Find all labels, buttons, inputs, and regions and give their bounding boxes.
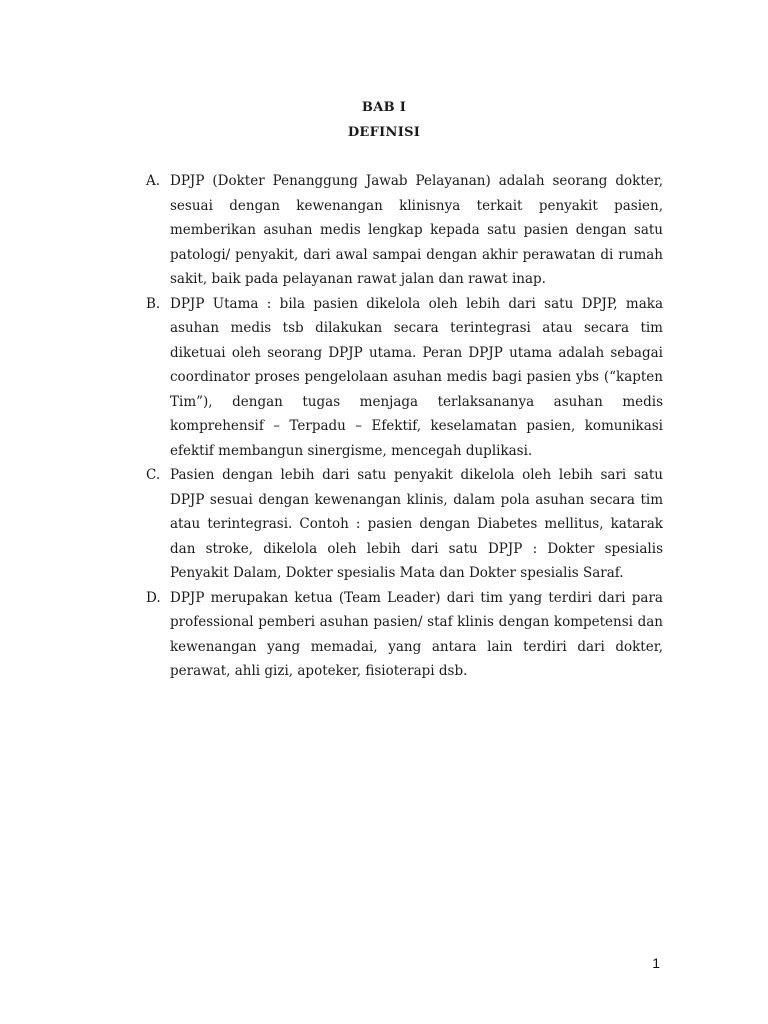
- page-number: 1: [652, 955, 660, 971]
- chapter-label: BAB I: [361, 100, 407, 115]
- chapter-title: DEFINISI: [347, 125, 421, 140]
- item-letter: B.: [146, 295, 161, 312]
- item-letter: D.: [146, 589, 161, 606]
- item-text: DPJP Utama : bila pasien dikelola oleh lebih dari satu DPJP, maka asuhan medis tsb dilakukan secara terintegrasi atau secara tim diketuai oleh seorang DPJP utama. Peran DPJP utama adalah sebagai coordinator proses pengelolaan asuhan medis bagi pasien ybs (“kapten Tim”), dengan tugas menjaga terlaksananya asuhan medis komprehensif – Terpadu – Efektif, keselamatan pasien, komunikasi efektif membangun sinergisme, mencegah duplikasi.: [170, 295, 663, 459]
- item-letter: C.: [146, 467, 161, 483]
- definition-item-b: [146, 292, 663, 464]
- item-text: DPJP (Dokter Penanggung Jawab Pelayanan) adalah seorang dokter, sesuai dengan kewenangan klinisnya terkait penyakit pasien, memberikan asuhan medis lengkap kepada satu pasien dengan satu patologi/ penyakit, dari awal sampai dengan akhir perawatan di rumah sakit, baik pada pelayanan rawat jalan dan rawat inap.: [170, 173, 663, 287]
- definition-item-a: [146, 169, 663, 292]
- definition-item-c: [146, 463, 663, 586]
- item-text: DPJP merupakan ketua (Team Leader) dari tim yang terdiri dari para professional pemberi asuhan pasien/ staf klinis dengan kompetensi dan kewenangan yang memadai, yang antara lain terdiri dari dokter, perawat, ahli gizi, apoteker, fisioterapi dsb.: [170, 589, 663, 679]
- definition-list: [146, 169, 663, 684]
- definition-item-d: [146, 586, 663, 684]
- item-letter: A.: [146, 173, 161, 189]
- item-text: Pasien dengan lebih dari satu penyakit dikelola oleh lebih sari satu DPJP sesuai dengan kewenangan klinis, dalam pola asuhan secara tim atau terintegrasi. Contoh : pasien dengan Diabetes mellitus, katarak dan stroke, dikelola oleh lebih dari satu DPJP : Dokter spesialis Penyakit Dalam, Dokter spesialis Mata dan Dokter spesialis Saraf.: [170, 467, 663, 581]
